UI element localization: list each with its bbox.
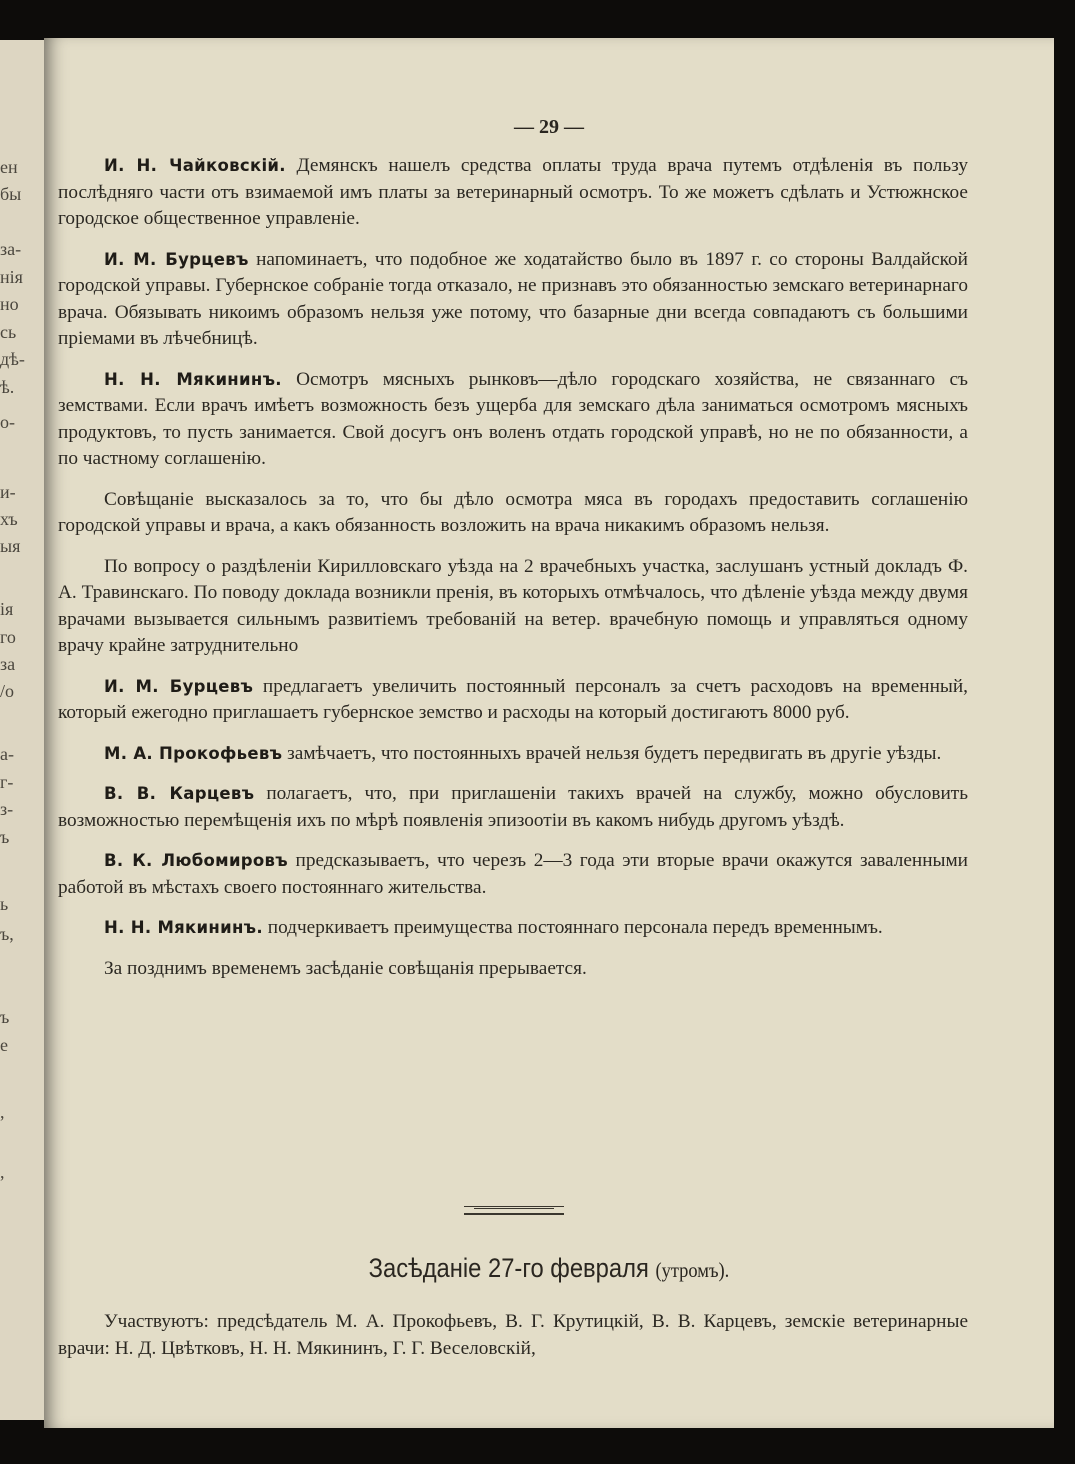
paragraph (58, 247, 968, 353)
paragraph-text: подчеркиваетъ преимущества постояннаго персонала передъ временнымъ. (262, 917, 883, 938)
speaker-name: И. М. Бурцевъ (104, 249, 249, 269)
prev-page-fragment: г- (0, 772, 14, 792)
speaker-name: В. К. Любомировъ (104, 851, 288, 870)
paragraph (58, 741, 968, 768)
prev-page-fragment: ія (0, 599, 14, 619)
paragraph-text: Осмотръ мясныхъ рынковъ—дѣло городскаго хозяйства, не связаннаго съ земствами. Если врачъ имѣетъ возможность безъ ущерба для земскаго дѣла заниматься осмотромъ мясныхъ продуктовъ, то пусть занимается. Свой досугъ онъ воленъ отдать городской управѣ, но не по обязанности, а по частному соглашенію. (58, 368, 968, 469)
prev-page-fragment: ѣ. (0, 377, 15, 397)
prev-page-fragment: го (0, 627, 16, 647)
paragraph-text: За позднимъ временемъ засѣданіе совѣщанія прерывается. (104, 957, 587, 979)
section-divider (464, 1206, 564, 1215)
attendees-paragraph: Участвуютъ: предсѣдатель М. А. Прокофьевъ, В. Г. Крутицкій, В. В. Карцевъ, земскіе ветеринарные врачи: Н. Д. Цвѣтковъ, Н. Н. Мякининъ, Г. Г. Веселовскій, (58, 1311, 968, 1359)
prev-page-fragment: нія (0, 267, 23, 287)
prev-page-fragment: хъ (0, 509, 18, 529)
speaker-name: М. А. Прокофьевъ (104, 743, 283, 763)
prev-page-fragment: за- (0, 239, 22, 259)
prev-page-fragment: ыя (0, 536, 21, 556)
paragraph (58, 367, 968, 473)
paragraph-text: предсказываетъ, что черезъ 2—3 года эти вторые врачи окажутся заваленными работой въ мѣстахъ своего постояннаго жительства. (58, 850, 968, 898)
prev-page-fragment: ь (0, 894, 9, 914)
prev-page-fragment: за (0, 654, 16, 674)
speaker-name: Н. Н. Мякининъ. (104, 918, 263, 937)
prev-page-fragment: ъ (0, 827, 10, 847)
prev-page-fragment: сь (0, 322, 17, 342)
paragraph (58, 153, 968, 233)
document-page (44, 38, 1054, 1428)
paragraph-text: Демянскъ нашелъ средства оплаты труда врача путемъ отдѣленія въ пользу послѣдняго части отъ взимаемой имъ платы за ветеринарный осмотръ. То же можетъ сдѣлать и Устюжнское городское общественное управленіе. (58, 155, 968, 229)
paragraph (58, 674, 968, 727)
speaker-name: И. Н. Чайковскій. (104, 156, 286, 175)
prev-page-fragment: о- (0, 412, 15, 432)
speaker-name: Н. Н. Мякининъ. (104, 369, 282, 389)
prev-page-fragment: но (0, 294, 19, 314)
paragraph-text: напоминаетъ, что подобное же ходатайство было въ 1897 г. со стороны Валдайской городской управы. Губернское собраніе тогда отказало, не признавъ это обязанностью земскаго ветеринарнаго врача. Обязывать никоимъ образомъ нельзя уже потому, что базарные дни всегда совпадаютъ съ большими пріемами въ лѣчебницѣ. (58, 248, 968, 349)
prev-page-fragment: , (0, 1102, 5, 1122)
prev-page-fragment: /о (0, 681, 15, 701)
session-heading (105, 1253, 994, 1284)
paragraph-text: полагаетъ, что, при приглашеніи такихъ врачей на службу, можно обусловить возможностью перемѣщенія ихъ по мѣрѣ появленія эпизоотіи въ какомъ нибудь другомъ уѣздѣ. (58, 783, 968, 831)
paragraph-text: предлагаетъ увеличить постоянный персоналъ за счетъ расходовъ на временный, который ежегодно приглашаетъ губернское земство и расходы на который достигаютъ 8000 руб. (58, 675, 969, 723)
speaker-name: В. В. Карцевъ (104, 784, 255, 803)
minutes-body (58, 153, 968, 996)
paragraph-text: замѣчаетъ, что постоянныхъ врачей нельзя будетъ передвигать въ другіе уѣзды. (282, 742, 942, 764)
prev-page-fragment: е (0, 1035, 8, 1055)
prev-page-fragment: ъ (0, 1007, 10, 1027)
paragraph (58, 956, 968, 983)
prev-page-fragment: з- (0, 799, 14, 819)
paragraph (58, 487, 968, 540)
paragraph-text: Совѣщаніе высказалось за то, что бы дѣло осмотра мяса въ городахъ предоставить соглашенію городской управы и врача, а какъ обязанность возложить на врача никакимъ образомъ нельзя. (58, 488, 968, 536)
paragraph (58, 848, 968, 901)
speaker-name: И. М. Бурцевъ (104, 676, 254, 696)
prev-page-fragment: , (0, 1162, 5, 1182)
session-title: Засѣданіе 27-го февраля (368, 1253, 649, 1283)
paragraph (58, 915, 968, 942)
prev-page-fragment: и- (0, 482, 16, 502)
prev-page-fragment: дѣ- (0, 349, 25, 369)
session-time-note: (утромъ). (655, 1258, 730, 1282)
previous-page-edge (0, 40, 44, 1420)
paragraph-text: По вопросу о раздѣленіи Кирилловскаго уѣзда на 2 врачебныхъ участка, заслушанъ устный докладъ Ф. А. Травинскаго. По поводу доклада возникли пренія, въ которыхъ отмѣчалось, что дѣленіе уѣзда между двумя врачами вызывается сильнымъ развитіемъ требованій на ветер. врачебную помощь и управляться одному врачу крайне затруднительно (58, 555, 968, 656)
page-number: — 29 — (514, 116, 584, 138)
prev-page-fragment: ен (0, 157, 18, 177)
prev-page-fragment: а- (0, 744, 14, 764)
prev-page-fragment: бы (0, 184, 22, 204)
paragraph (58, 781, 968, 834)
paragraph (58, 554, 968, 660)
prev-page-fragment: ъ, (0, 924, 14, 944)
